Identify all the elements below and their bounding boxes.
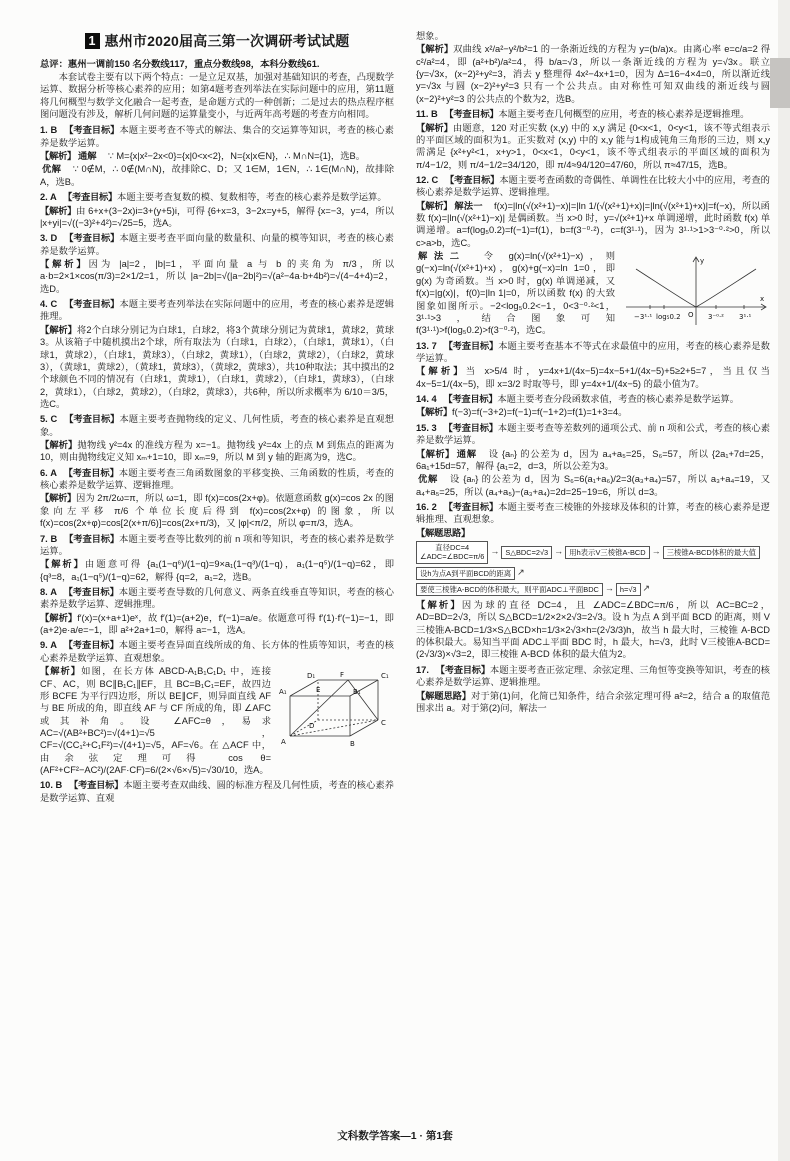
svg-text:C₁: C₁ <box>381 672 389 681</box>
svg-text:A: A <box>281 738 286 747</box>
flow-arrow-icon: ↗ <box>517 567 525 578</box>
answer-number: 17. <box>416 664 439 675</box>
answer-item <box>416 664 770 714</box>
svg-text:3¹·¹: 3¹·¹ <box>739 313 752 322</box>
answer-text: 设 {aₙ} 的公差为 d，因为 a₄+a₅=25，S₆=57，所以 {2a₁+7d=25，6a₁+15d=57，解得 {a₁=2，d=3，所以公差为3。 <box>416 448 770 471</box>
section-tag: 【解析】 <box>416 600 462 611</box>
svg-text:C: C <box>381 719 386 728</box>
flow-box: 设h为点A到平面BCD的距离 <box>416 567 515 580</box>
answer-text: 本题主要考查等比数列的前 n 项和等知识，考查的核心素养是数学运算。 <box>40 533 394 556</box>
section-tag: 【解析】 <box>40 666 82 677</box>
section-tag: 【考查目标】 <box>448 422 498 433</box>
section-tag: 【考查目标】 <box>73 780 124 791</box>
answer-number: 15. 3 <box>416 422 447 433</box>
section-tag: 【考查目标】 <box>68 640 119 651</box>
answer-number: 12. C <box>416 174 448 185</box>
section-tag: 【解析】 <box>416 407 452 418</box>
section-tag: 【考查目标】 <box>448 340 499 351</box>
section-tag: 【解析】 <box>40 151 76 162</box>
section-tag: 【解析】 <box>416 448 455 459</box>
answer-number: 8. A <box>40 586 67 597</box>
section-tag: 【考查目标】 <box>68 586 119 597</box>
answer-text: 如图，在长方体 ABCD-A₁B₁C₁D₁ 中，连接 CF、AC，则 BC∥B₁C₁∥EF，且 BC=B₁C₁=EF，故四边形 BCFE 为平行四边形，所以 BE∥CF，则异面直线 AF 与 BE 所成的角，即直线 AF 与 CF 所成的角，即 ∠AFC 或其补角。设 ∠AFC=θ，易求 AC=√(AB²+BC²)=√(4+1)=√5，CF=√(CC₁²+C₁F²)=√(4+1)=√5，AF=√6。在 △ACF 中，由余弦定理可得 cos θ=(AF²+CF²−AC²)/(2AF·CF)=6/(2×√6×√5)=√30/10，选A。 <box>40 666 271 776</box>
solution-flowchart <box>416 541 770 596</box>
answer-continuation <box>416 30 770 105</box>
answer-text: 由 6+x+(3−2x)i=3+(y+5)i，可得 {6+x=3，3−2x=y+5，解得 {x=−3，y=4，所以 |x+yi|=√((−3)²+4²)=√25=5，选A。 <box>40 205 394 228</box>
answer-text: 本题主要考查异面直线所成的角、长方体的性质等知识，考查的核心素养是数学运算、直观想象。 <box>40 640 394 663</box>
answer-text: 本题主要考查复数的模、复数相等，考查的核心素养是数学运算。 <box>117 192 387 203</box>
right-column <box>416 30 770 1120</box>
svg-text:O: O <box>688 311 694 320</box>
answer-text: 本题主要考查函数的奇偶性、单调性在比较大小中的应用，考查的核心素养是数学运算、逻辑推理。 <box>416 174 770 198</box>
section-tag: 【解析】 <box>40 612 78 623</box>
solution-variant-label: 解法一 <box>454 200 493 211</box>
flow-arrow-icon: → <box>651 546 661 557</box>
section-tag: 【考查目标】 <box>440 664 490 675</box>
flow-box: h=√3 <box>616 583 641 596</box>
answer-item <box>40 413 394 463</box>
svg-text:F: F <box>340 671 345 680</box>
section-tag: 【考查目标】 <box>68 533 120 544</box>
answer-number: 13. 7 <box>416 340 447 351</box>
svg-text:−3¹·¹: −3¹·¹ <box>634 313 653 322</box>
section-tag: 【解析】 <box>40 559 85 570</box>
flow-arrow-icon: ↗ <box>642 583 651 594</box>
answer-text: 本题主要考查平面向量的数量积、向量的模等知识，考查的核心素养是数学运算。 <box>40 233 394 256</box>
section-tag: 【考查目标】 <box>68 467 119 478</box>
section-tag: 【考查目标】 <box>449 174 500 185</box>
section-tag: 【解析】 <box>416 366 466 377</box>
answer-text: 由题意可得 {a₁(1−q⁶)/(1−q)=9×a₁(1−q³)/(1−q)，a₁(1−q⁵)/(1−q)=62，即 {q³=8，a₁(1−q⁵)/(1−q)=62，解得 {q=2，a₁=2，选B。 <box>40 559 394 582</box>
answer-number: 11. B <box>416 109 448 120</box>
answer-text: 抛物线 y²=4x 的准线方程为 x=−1。抛物线 y²=4x 上的点 M 到焦点的距离为10，则由抛物线定义知 xₘ+1=10，即 xₘ=9，所以 M 到 y 轴的距离为9，选C。 <box>40 440 394 463</box>
section-tag: 【解析】 <box>416 200 453 211</box>
answer-item <box>40 232 394 295</box>
solution-variant-label: 解法二 <box>418 251 482 262</box>
answer-text: 因为球的直径 DC=4，且 ∠ADC=∠BDC=π/6，所以 AC=BC=2，AD=BD=2√3，所以 S△BCD=1/2×2×2√3=2√3。设 h 为点 A 到平面 BCD 的距离，则 V三棱锥A-BCD=1/3×S△BCD×h=1/3×2√3×h=(2√3/3)h，故当 h 最大时，三棱锥 A-BCD 的体积最大。易知当平面 ADC⊥平面 BDC 时，h 最大，h=√3，此时 V三棱锥A-BCD=(2√3/3)×√3=2，即三棱锥 A-BCD 体积的最大值为2。 <box>416 600 770 660</box>
answer-text: 双曲线 x²/a²−y²/b²=1 的一条渐近线的方程为 y=(b/a)x。由离心率 e=c/a=2 得 c²/a²=4，即 (a²+b²)/a²=4，得 b/a=√3，所以一条渐近线的方程为 y=√3x。联立 {y=√3x，(x−2)²+y²=3，消去 y 整理得 4x²−4x+1=0，因为 Δ=16−4×4=0，所以渐近线 y=√3x 与圆 (x−2)²+y²=3 只有一个公共点。由对称性可知双曲线的渐近线与圆 (x−2)²+y²=3 的公共点的个数为2，选B。 <box>416 44 770 104</box>
section-tag: 【考查目标】 <box>449 109 499 120</box>
answer-item <box>40 639 394 776</box>
answer-text: 本题主要考查不等式的解法、集合的交运算等知识，考查的核心素养是数学运算。 <box>40 125 394 148</box>
answer-text: 本题主要考查几何概型的应用，考查的核心素养是逻辑推理。 <box>498 109 750 120</box>
answer-number: 2. A <box>40 192 66 203</box>
answer-item <box>40 124 394 188</box>
answer-number: 10. B <box>40 780 72 791</box>
section-tag: 【考查目标】 <box>68 233 120 244</box>
title-text: 惠州市2020届高三第一次调研考试试题 <box>104 33 350 49</box>
section-tag: 【解析】 <box>40 259 89 269</box>
answer-text: 本题主要考查三角函数图象的平移变换、三角函数的性质，考查的核心素养是数学运算、逻辑推理。 <box>40 467 394 491</box>
answer-text: f(−3)=f(−3+2)=f(−1)=f(−1+2)=f(1)=1+3=4。 <box>452 407 628 418</box>
answer-text: 本题主要考查列举法在实际问题中的应用，考查的核心素养是逻辑推理。 <box>40 299 394 322</box>
svg-text:D₁: D₁ <box>307 672 316 681</box>
section-tag: 【考查目标】 <box>68 414 120 425</box>
section-tag: 【解析】 <box>40 205 77 216</box>
function-graph-figure <box>620 251 770 329</box>
answer-text: 本题主要考查基本不等式在求最值中的应用，考查的核心素养是数学运算。 <box>416 340 770 363</box>
page-title <box>40 32 394 51</box>
answer-text: 对于第(1)问，化简已知条件，结合余弦定理可得 a²=2，结合 a 的取值范围求出 a。对于第(2)问，解法一 <box>416 690 770 713</box>
answer-item <box>40 467 394 530</box>
summary-headline: 总评：惠州一调前150 名分数线117，重点分数线98，本科分数线61. <box>40 58 320 69</box>
answer-number: 3. D <box>40 233 67 244</box>
answer-item <box>40 586 394 636</box>
svg-text:B: B <box>350 740 355 749</box>
scan-edge <box>778 0 790 1161</box>
answer-text: 本题主要考查导数的几何意义、两条直线垂直等知识，考查的核心素养是数学运算、逻辑推理。 <box>40 586 394 610</box>
section-tag: 【解析】 <box>416 122 453 133</box>
flow-box: S△BDC=2√3 <box>501 546 552 559</box>
answer-text: f′(x)=(x+a+1)eˣ，故 f′(1)=(a+2)e，f′(−1)=a/e。依题意可得 f′(1)·f′(−1)=−1，即 (a+2)e·a/e=−1，即 a²+2a+1=0，解得 a=−1，选A。 <box>40 612 394 636</box>
answer-item <box>40 191 394 229</box>
answer-text: 由题意，120 对正实数 (x,y) 中的 x,y 满足 {0<x<1，0<y<1，该不等式组表示的平面区域的面积为1。正实数对 (x,y) 中的 x,y 能与1构成钝角三角形的三边，则 x,y 需满足 {x²+y²<1，x+y>1，0<x<1，0<y<1，该不等式组表示的平面区域的面积为 π/4−1/2，则 π/4−1/2=34/120，即 π/4≈94/120=47/60，所以 π≈47/15，选B。 <box>416 122 770 170</box>
section-tag: 【解析】 <box>40 324 77 335</box>
flow-box: 三棱锥A-BCD体积的最大值 <box>663 546 761 559</box>
svg-text:B₁: B₁ <box>353 688 361 697</box>
section-tag: 【解析】 <box>416 44 454 55</box>
page-edge-tab <box>770 58 790 108</box>
answer-item <box>40 298 394 410</box>
answer-number: 6. A <box>40 467 67 478</box>
answer-item <box>416 422 770 498</box>
flow-arrow-icon: → <box>490 546 500 557</box>
answer-text: 令 g(x)=ln(√(x²+1)−x)，则 g(−x)=ln(√(x²+1)+x)，g(x)+g(−x)=ln 1=0，即 g(x) 为奇函数。当 x>0 时，g(x) 单调递减，又 f(x)=|g(x)|，f(0)=|ln 1|=0，所以函数 f(x) 的大致图象如图所示。−2<log₅0.2<−1，0<3⁻⁰·²<1，3¹·¹>3，结合图象可知 f(3¹·¹)>f(log₅0.2)>f(3⁻⁰·²)，选C。 <box>416 251 615 336</box>
answer-text: 本题主要考查等差数列的通项公式、前 n 项和公式，考查的核心素养是数学运算。 <box>416 422 770 446</box>
answer-number: 7. B <box>40 533 67 544</box>
cuboid-figure <box>276 666 394 754</box>
section-tag: 【解题思路】 <box>416 690 471 701</box>
svg-text:y: y <box>700 257 705 266</box>
answer-text: 当 x>5/4 时，y=4x+1/(4x−5)=4x−5+1/(4x−5)+5≥2+5=7，当且仅当 4x−5=1/(4x−5)，即 x=3/2 时取等号，即 y=4x+1/(4x−5) 的最小值为7。 <box>416 366 770 389</box>
svg-text:E: E <box>316 686 321 695</box>
answer-item <box>40 779 394 804</box>
flow-box: 要使三棱锥A-BCD的体积最大，则平面ADC⊥平面BDC <box>416 583 603 596</box>
answer-text: 想象。 <box>416 31 444 41</box>
footer-text: 文科数学答案—1 · 第1套 <box>337 1130 453 1142</box>
summary-body: 本套试卷主要有以下两个特点：一是立足双基，加强对基础知识的考查，凸现数学运算、数据分析等核心素养的应用；如第4题考查列举法在实际问题中的应用，第11题将几何概型与数学文化融合一起考查，是命题方式的一种创新；二是过去的热点程序框图问题没有涉及，解析几何问题的运算量变小，与近两年高考题的考查方向相同。 <box>40 71 394 120</box>
answer-text: 本题主要考查抛物线的定义、几何性质，考查的核心素养是直观想象。 <box>40 414 394 437</box>
solution-variant-label: 优解 <box>418 474 448 485</box>
section-tag: 【解题思路】 <box>416 527 470 538</box>
section-tag: 【解析】 <box>40 493 77 504</box>
answer-item <box>40 533 394 583</box>
answer-text: 因为 |a|=2，|b|=1，平面向量 a 与 b 的夹角为 π/3，所以 a·b=2×1×cos(π/3)=2×1/2=1，所以 |a−2b|=√(|a−2b|²)=√(a²−4a·b+4b²)=√(4−4+4)=2，选D。 <box>40 259 394 294</box>
answer-number: 5. C <box>40 414 67 425</box>
answer-text: 本题主要考查正弦定理、余弦定理、三角恒等变换等知识，考查的核心素养是数学运算、逻辑推理。 <box>416 664 770 688</box>
title-index-badge: 1 <box>85 33 100 49</box>
section-tag: 【考查目标】 <box>68 125 120 136</box>
svg-text:A₁: A₁ <box>279 688 287 697</box>
answer-text: ∵ M={x|x²−2x<0}={x|0<x<2}，N={x|x∈N}，∴ M∩N={1}，选B。 <box>107 151 366 162</box>
answer-text: 因为 2π/2ω=π，所以 ω=1，即 f(x)=cos(2x+φ)。依题意函数 g(x)=cos 2x 的图象向左平移 π/6 个单位长度后得到 f(x)=cos(2x+φ) 的图象，所以 f(x)=cos(2x+φ)=cos[2(x+π/6)]=cos(2x+π/3)，又 |φ|<π/2，所以 φ=π/3，选A。 <box>40 493 394 529</box>
answer-number: 14. 4 <box>416 394 446 405</box>
answer-text: ∵ 0∉M，∴ 0∉(M∩N)，故排除C、D；又 1∈M，1∈N，∴ 1∈(M∩N)，故排除A，选B。 <box>40 164 394 187</box>
solution-variant-label: 通解 <box>456 448 487 459</box>
svg-text:3⁻⁰·²: 3⁻⁰·² <box>708 313 724 322</box>
solution-variant-label: 通解 <box>78 151 106 162</box>
answer-number: 16. 2 <box>416 501 447 512</box>
solution-variant-label: 优解 <box>42 164 71 175</box>
answer-number: 1. B <box>40 125 67 136</box>
answer-number: 9. A <box>40 640 67 651</box>
answer-text: 将2个白球分别记为白球1，白球2，将3个黄球分别记为黄球1，黄球2，黄球3。从该箱子中随机摸出2个球，所有取法为（白球1，白球2），（白球1，黄球1），（白球1，黄球2），（白球1，黄球3），（白球2，黄球1），（白球2，黄球2），（白球2，黄球3），（黄球1，黄球2），（黄球1，黄球3），（黄球2，黄球3），共10种取法；其中摸出的2个球颜色不同的情况有（白球1，黄球1），（白球1，黄球2），（白球1，黄球3），（白球2，黄球1），（白球2，黄球2），（白球2，黄球3），共6种，所以所求概率为 6/10＝3/5，选C。 <box>40 324 394 409</box>
section-tag: 【考查目标】 <box>67 192 118 203</box>
answer-number: 4. C <box>40 299 67 310</box>
flow-arrow-icon: → <box>604 583 614 594</box>
answer-item <box>416 174 770 337</box>
answer-text: 本题主要考查双曲线、圆的标准方程及几何性质，考查的核心素养是数学运算、直观 <box>40 780 394 803</box>
flow-box: 用h表示V三棱锥A-BCD <box>565 546 649 559</box>
answer-text: 设 {aₙ} 的公差为 d，因为 S₆=6(a₁+a₆)/2=3(a₃+a₄)=57，所以 a₃+a₄=19，又 a₄+a₅=25，所以 (a₄+a₅)−(a₃+a₄)=2d=25−19=6，所以 d=3。 <box>416 474 770 497</box>
answer-item <box>416 393 770 419</box>
answer-text: f(x)=|ln(√(x²+1)−x)|=|ln 1/(√(x²+1)+x)|=|ln(√(x²+1)+x)|=f(−x)，所以函数 f(x)=|ln(√(x²+1)−x)| 是偶函数。当 x>0 时，y=√(x²+1)+x 单调递增，此时函数 f(x) 单调递增。a=f(log₅0.2)=f(−1)=f(1)，b=f(3⁻⁰·²)，c=f(3¹·¹)，因为 3¹·¹>1>3⁻⁰·²>0，所以 c>a>b，选C。 <box>416 200 770 248</box>
flow-box: 直径DC=4 ∠ADC=∠BDC=π/6 <box>416 541 488 564</box>
section-tag: 【考查目标】 <box>447 394 498 405</box>
section-tag: 【考查目标】 <box>68 299 120 310</box>
svg-text:x: x <box>760 295 765 304</box>
section-tag: 【考查目标】 <box>448 501 499 512</box>
page-footer <box>0 1128 790 1143</box>
answer-item <box>416 340 770 390</box>
answer-text: 本题主要考查三棱锥的外接球及体积的计算，考查的核心素养是逻辑推理、直观想象。 <box>416 501 770 525</box>
left-column <box>40 30 394 1120</box>
section-tag: 【解析】 <box>40 440 78 451</box>
answer-item <box>416 108 770 171</box>
answer-item <box>416 501 770 661</box>
answer-text: 本题主要考查分段函数求值，考查的核心素养是数学运算。 <box>497 394 740 405</box>
svg-text:D: D <box>309 722 315 731</box>
flow-arrow-icon: → <box>554 546 564 557</box>
svg-text:log₅0.2: log₅0.2 <box>656 313 681 322</box>
